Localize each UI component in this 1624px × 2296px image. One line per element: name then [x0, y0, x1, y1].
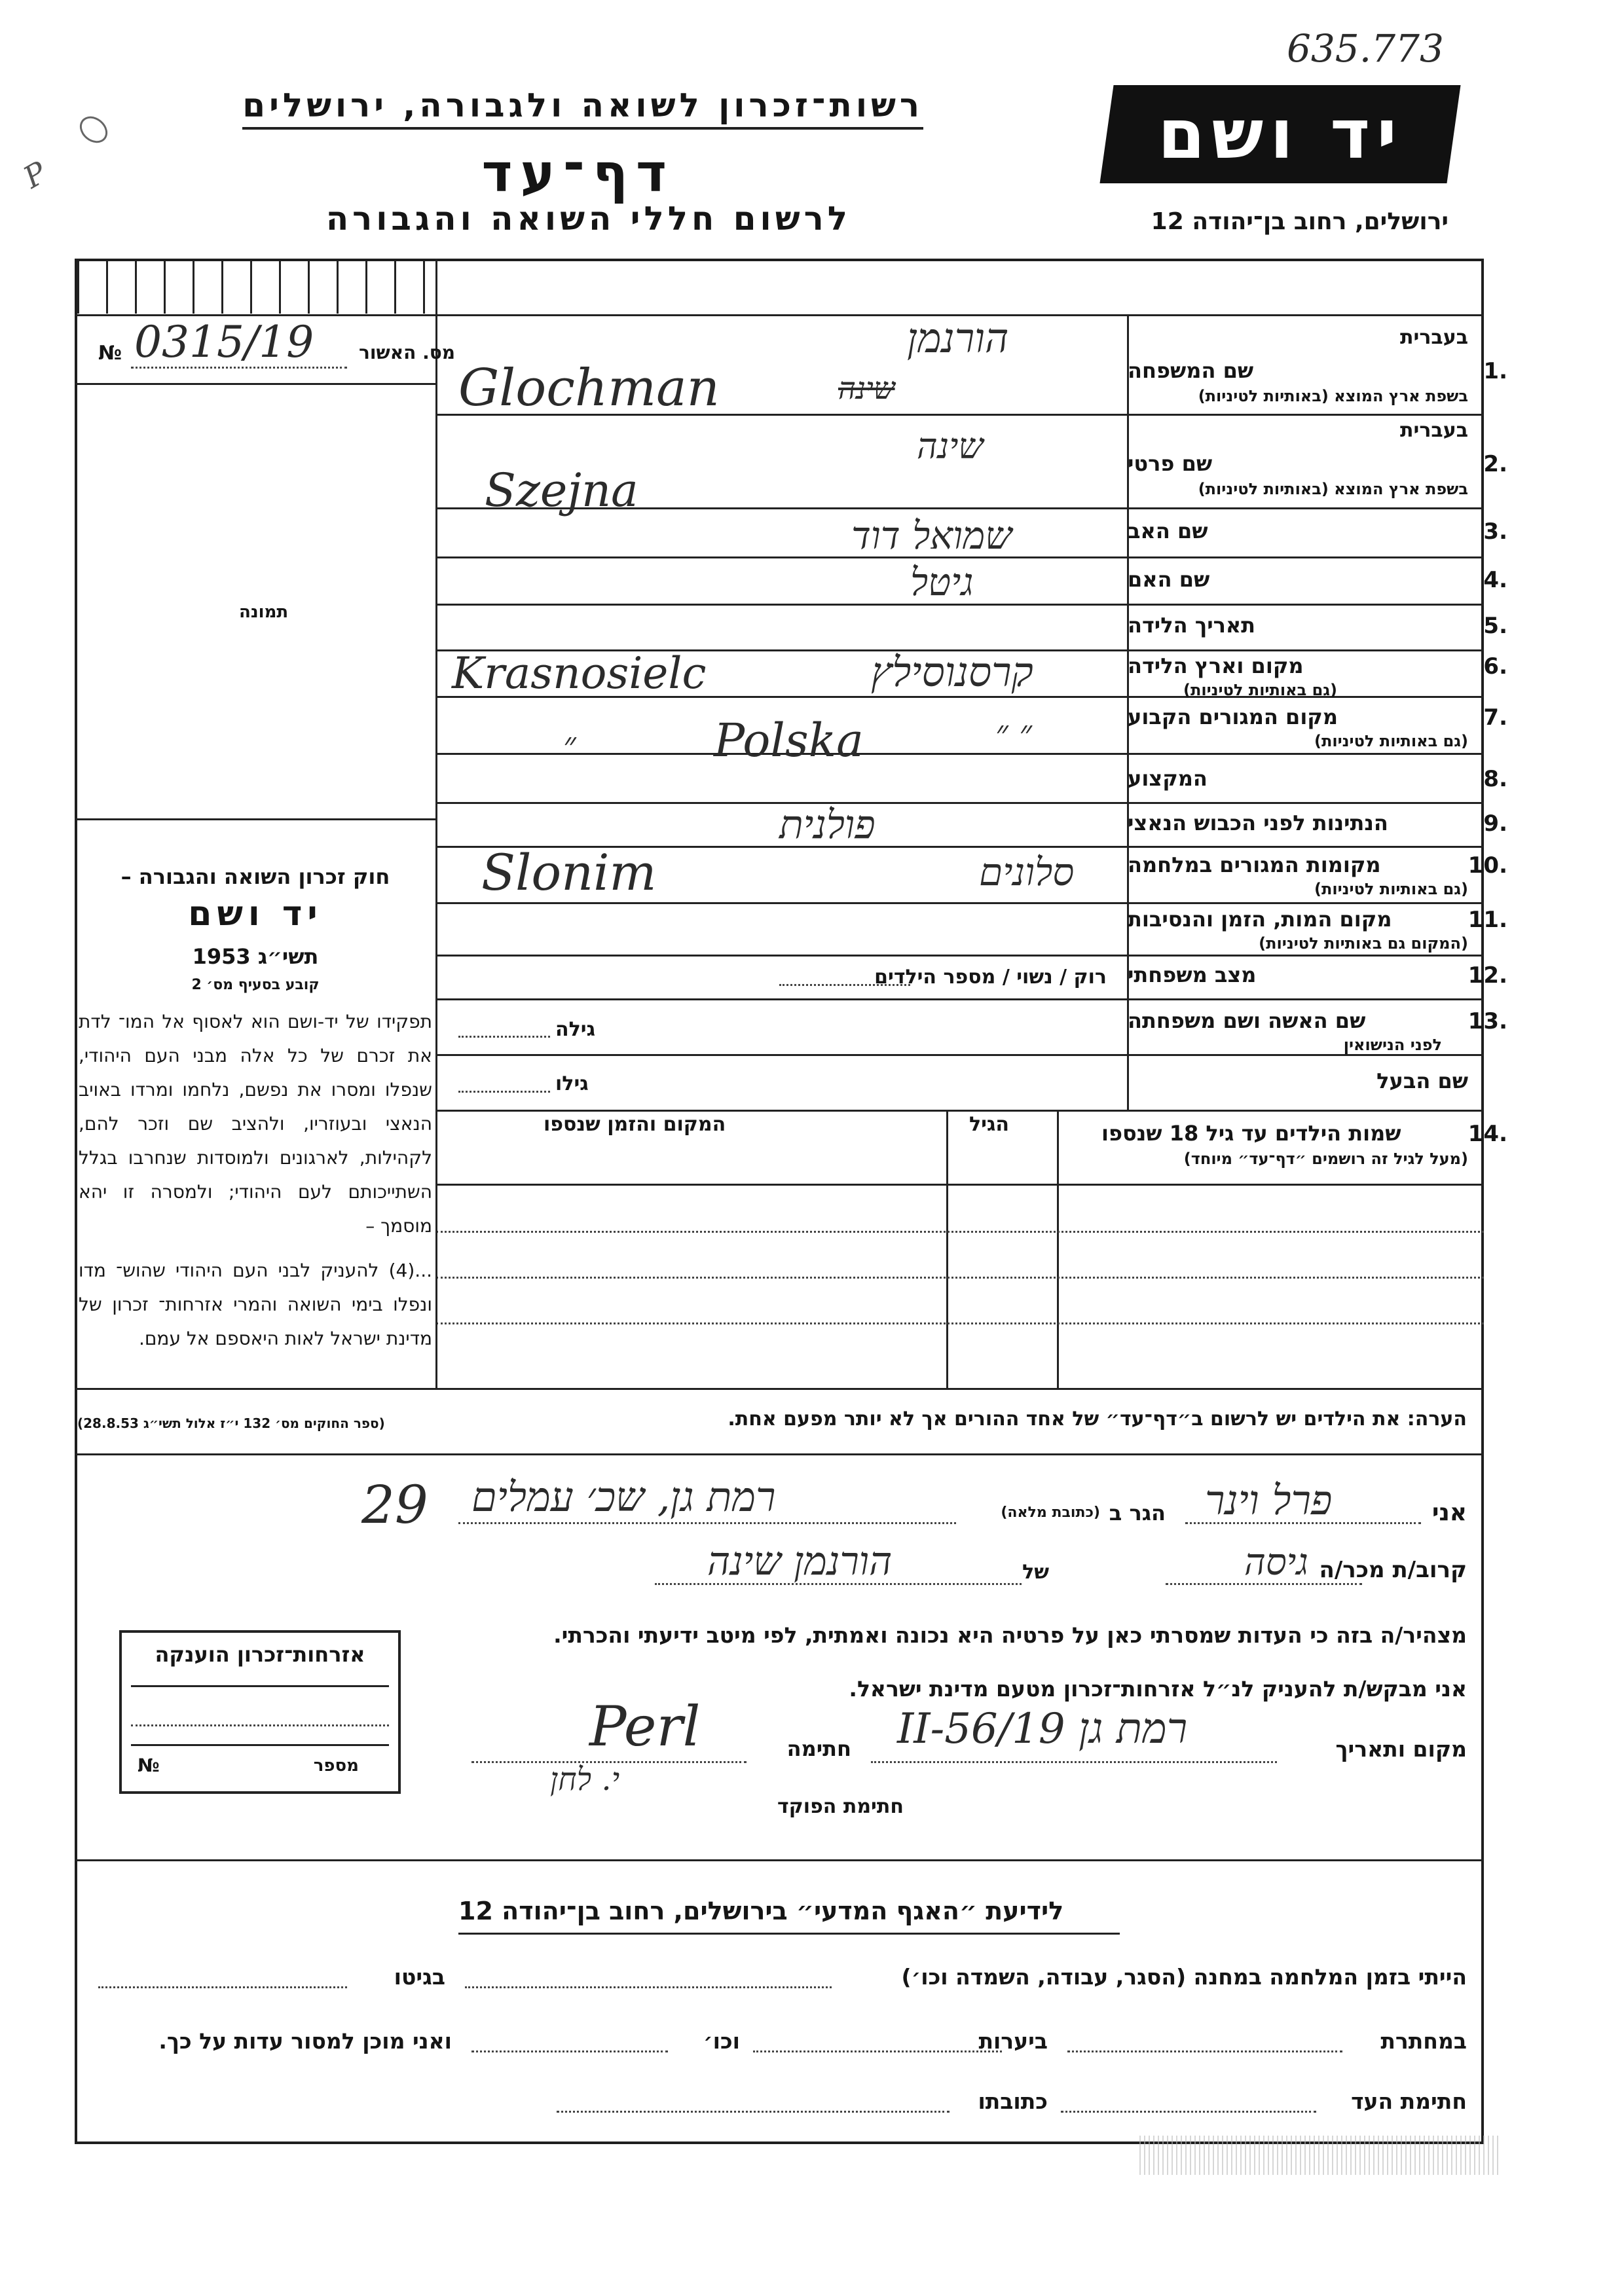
- top-band-line: [75, 314, 1484, 316]
- pen-mark-icon: [75, 111, 113, 148]
- footer-line1-b: בגיטו: [394, 1964, 445, 1990]
- footer-line1-dots-2: [98, 1986, 347, 1988]
- field-6-label-block: [1128, 653, 1507, 699]
- approval-no-mark: №: [98, 342, 122, 365]
- children-header-line: [436, 1184, 1484, 1186]
- field-7-label: מקום המגורים הקבוע: [1128, 704, 1338, 729]
- memorial-box-number-label: מספר: [313, 1756, 359, 1776]
- field-5-label-block: [1128, 613, 1507, 639]
- field-3-num: 3.: [1483, 519, 1507, 545]
- field-8-label-block: [1128, 766, 1507, 792]
- footer-title: לידיעת ״האגף המדעי״ בירושלים, רחוב בן־יהודה 12: [458, 1897, 1064, 1925]
- field-13-age-f-dots: [458, 1036, 550, 1038]
- children-row-3: [436, 1322, 1484, 1324]
- field-3-label-block: [1128, 519, 1507, 545]
- witness-house-no: 29: [361, 1474, 428, 1535]
- field-12-label: מצב משפחתי: [1128, 962, 1257, 987]
- field-12-label-block: [1128, 962, 1507, 989]
- form-title: דף־עד: [481, 143, 674, 204]
- memorial-box: [119, 1630, 401, 1794]
- children-col-place: המקום והזמן שנספו: [544, 1113, 726, 1136]
- field-9-label-block: [1128, 811, 1507, 837]
- footer-line3-dots-2: [557, 2111, 950, 2113]
- witness-i-label: אני: [1431, 1499, 1467, 1526]
- witness-resides-label: הגר ב: [1109, 1501, 1166, 1525]
- field-7-value-he: ״ ״: [995, 714, 1033, 753]
- row-line-14: [436, 1110, 1484, 1112]
- field-4-value: גיטל: [910, 560, 974, 604]
- field-13-label: שם האשה ושם משפחתה: [1128, 1008, 1366, 1033]
- law-citation: (ספר החוקים מס׳ 132 י״ז אלול תשי״ג 28.8.53): [77, 1415, 385, 1431]
- authority-name: רשות־זכרון לשואה ולגבורה, ירושלים: [242, 86, 923, 130]
- photo-bottom-line: [75, 818, 436, 820]
- children-col-divider-1: [1057, 1110, 1059, 1388]
- field-13-num: 13.: [1467, 1008, 1507, 1034]
- field-11-label: מקום המות, הזמן והנסיבות: [1128, 907, 1392, 932]
- children-note: הערה: את הילדים יש לרשום ב״דף־עד״ של אחד ההורים אך לא יותר מפעם אחת.: [728, 1408, 1467, 1430]
- witness-address: רמת גן, שכ׳ עמלים: [471, 1473, 776, 1521]
- footer-line2-dots-2: [753, 2050, 1002, 2052]
- field-10-sub: (גם באותיות לטיניות): [1314, 880, 1468, 898]
- law-year: תשי״ג 1953: [192, 944, 319, 969]
- row-line-7: [436, 753, 1484, 755]
- field-1-sub: בשפת ארץ המוצא (באותיות לטיניות): [1198, 387, 1468, 405]
- footer-line2-b: ביערות: [978, 2028, 1048, 2054]
- footer-line2-d: ואני מוכן למסור עדות על כך.: [158, 2028, 452, 2054]
- row-line-8: [436, 802, 1484, 804]
- declaration-text: מצהיר/ה בזה כי העדות שמסרתי כאן על פרטיה היא נכונה ואמתית, לפי מיטב ידיעתי והכרתי.: [553, 1622, 1467, 1648]
- field-7-label-block: [1128, 704, 1507, 750]
- field-7-ditto: ״: [563, 725, 576, 765]
- footer-top-line: [75, 1859, 1484, 1861]
- field-12-num: 12.: [1467, 962, 1507, 989]
- hebrew-label-2: בעברית: [1400, 419, 1468, 442]
- children-col-divider-2: [946, 1110, 948, 1388]
- row-line-10: [436, 902, 1484, 904]
- law-name: יד ושם: [188, 894, 323, 934]
- field-10-value-latin: Slonim: [481, 843, 657, 902]
- archive-code: 635.773: [1287, 26, 1444, 71]
- law-section: קובע בסעיף מס׳ 2: [191, 977, 320, 993]
- field-13-age-m-dots: [458, 1091, 550, 1093]
- field-8-label: המקצוע: [1128, 766, 1208, 791]
- law-title: חוק זכרון השואה והגבורה –: [120, 864, 390, 889]
- field-6-value-latin: Krasnosielc: [452, 648, 707, 699]
- law-block: [79, 864, 432, 1356]
- children-col-age: הגיל: [969, 1113, 1009, 1136]
- field-4-label: שם האם: [1128, 567, 1210, 592]
- signature-label: חתימה: [786, 1736, 851, 1761]
- top-band-ticks: [77, 261, 435, 314]
- row-line-12: [436, 998, 1484, 1000]
- officer-signature: י. לחן: [550, 1761, 620, 1798]
- field-10-num: 10.: [1467, 852, 1507, 879]
- field-10-label: מקומות המגורים במלחמה: [1128, 852, 1381, 877]
- yad-vashem-logo: [1099, 85, 1460, 183]
- officer-label: חתימת הפוקד: [777, 1795, 904, 1818]
- archive-side-mark: P: [17, 154, 53, 196]
- children-row-2: [436, 1277, 1484, 1279]
- field-13-age-f: גילה: [555, 1018, 595, 1041]
- sidebar-divider-lower: [435, 1110, 437, 1388]
- footer-line2-dots-1: [1067, 2050, 1342, 2052]
- children-bottom-line: [75, 1388, 1484, 1390]
- memorial-box-dots: [131, 1724, 389, 1726]
- witness-resides-sub: (כתובת מלאה): [1001, 1504, 1100, 1521]
- field-14-label: שמות הילדים עד גיל 18 שנספו: [1101, 1121, 1401, 1146]
- approval-number: 0315/19: [134, 317, 314, 367]
- field-9-label: הנתינות לפני הכבוש הנאצי: [1128, 811, 1388, 835]
- relative-value: גיסה: [1244, 1541, 1308, 1584]
- field-13-age-m: גילו: [555, 1072, 589, 1095]
- relative-of-label: של: [1022, 1561, 1049, 1584]
- place-date-value: רמת גן 19/II-56: [897, 1705, 1188, 1753]
- place-date-dots: [871, 1761, 1277, 1763]
- footer-line1-a: הייתי בזמן המלחמה במחנה (הסגר, עבודה, השמדה וכו׳): [901, 1964, 1467, 1990]
- witness-address-dots: [458, 1522, 956, 1524]
- footer-line3-dots-1: [1061, 2111, 1316, 2113]
- field-6-value-he: קרסנוסילץ: [871, 648, 1033, 696]
- field-1-num: 1.: [1483, 358, 1507, 384]
- memorial-box-title: אזרחות־זכרון הוענקה: [155, 1642, 365, 1667]
- row-line-11: [436, 955, 1484, 957]
- relative-of-dots: [655, 1583, 1022, 1585]
- place-date-label: מקום ותאריך: [1335, 1736, 1467, 1762]
- field-2-sub: בשפת ארץ המוצא (באותיות לטיניות): [1198, 480, 1468, 498]
- field-6-sub: (גם באותיות לטיניות): [1183, 681, 1337, 699]
- field-1-label-block: [1128, 326, 1507, 405]
- field-4-num: 4.: [1483, 567, 1507, 593]
- hebrew-label-1: בעברית: [1400, 326, 1468, 349]
- footer-title-underline: [458, 1933, 1120, 1935]
- law-paragraph-2: ...(4) להעניק לבני העם היהודי שהוש־ מדו ונפלו בימי השואה והמרי אזרחות־ זכרון של מדינת ישראל לאות היאספם אל עמם.: [79, 1260, 432, 1349]
- field-13-husband: שם הבעל: [1376, 1068, 1468, 1093]
- field-2-num: 2.: [1483, 451, 1507, 477]
- request-text: אני מבקש/ת להעניק לנ״ל אזרחות־זכרון מטעם מדינת ישראל.: [849, 1676, 1467, 1702]
- note-bottom-line: [75, 1453, 1484, 1455]
- footer-line3-a: חתימת העד: [1351, 2088, 1467, 2114]
- footer-line2-c: וכו׳: [703, 2028, 740, 2054]
- field-10-label-block: [1128, 852, 1507, 898]
- approval-underline: [75, 383, 436, 385]
- field-7-value-latin: Polska: [714, 714, 864, 767]
- field-1-label: שם המשפחה: [1128, 358, 1254, 383]
- logo-text: יד ושם: [1157, 94, 1403, 174]
- field-10-value-he: סלונים: [979, 850, 1075, 894]
- footer-line3-b: כתובתו: [978, 2088, 1048, 2114]
- relative-of-value: הורנמן שינה: [707, 1539, 893, 1584]
- field-9-num: 9.: [1483, 811, 1507, 837]
- field-5-label: תאריך הלידה: [1128, 613, 1256, 638]
- field-14-label-block: [1101, 1121, 1507, 1168]
- field-14-sub: (מעל לגיל זה רושמים ״דף־עד״ מיוחד): [1183, 1150, 1468, 1168]
- law-paragraph-1: תפקידו של יד-ושם הוא לאסוף אל המו־ לדת את זכרם של כל אלה מבני העם היהודי, שנפלו ומסרו את נפשם, נלחמו ומרדו באויב הנאצי ובעוזריו, ולהציב שם וזכר להם, לקהילות, לארגונים ולמוסדות שנחרבו בגלל השתייכותם לעם היהודי; ולמסרה זו יהא מוסמך –: [79, 1011, 432, 1237]
- field-7-sub: (גם באותיות לטיניות): [1314, 732, 1468, 750]
- row-line-13: [436, 1054, 1484, 1056]
- field-13-sub: לפני הנישואין: [1343, 1036, 1442, 1054]
- field-5-num: 5.: [1483, 613, 1507, 639]
- field-11-num: 11.: [1467, 907, 1507, 933]
- field-2-value-he: שינה: [917, 426, 984, 467]
- relative-dots: [1166, 1583, 1362, 1585]
- field-2-label: שם פרטי: [1128, 451, 1213, 476]
- relative-label: קרוב/ת מכר/ה: [1319, 1557, 1467, 1583]
- witness-name: פרל וינר: [1205, 1476, 1333, 1524]
- field-14-num: 14.: [1467, 1121, 1507, 1147]
- field-3-value: שמואל דוד: [851, 513, 1012, 558]
- header-address: ירושלים, רחוב בן־יהודה 12: [1151, 208, 1449, 235]
- sidebar-divider: [435, 259, 437, 1110]
- field-6-num: 6.: [1483, 653, 1507, 680]
- field-1-value-latin: Glochman: [458, 359, 720, 418]
- memorial-box-no-mark: №: [138, 1755, 160, 1776]
- field-11-label-block: [1128, 907, 1507, 953]
- field-12-options: רוק / נשוי / מספר הילדים: [874, 966, 1107, 989]
- field-1-struck: שינה: [838, 371, 895, 406]
- field-8-num: 8.: [1483, 766, 1507, 792]
- field-2-label-block: [1128, 419, 1507, 498]
- photo-label: תמונה: [239, 602, 289, 622]
- field-4-label-block: [1128, 567, 1507, 593]
- field-13-label-block: [1128, 1008, 1507, 1054]
- children-row-1: [436, 1231, 1484, 1233]
- scan-noise: [1139, 2136, 1500, 2175]
- approval-label: מס. האשור: [359, 342, 455, 363]
- field-3-label: שם האב: [1128, 519, 1208, 543]
- field-7-num: 7.: [1483, 704, 1507, 731]
- field-9-value: פולנית: [779, 802, 876, 848]
- field-11-sub: (המקום גם באותיות לטיניות): [1259, 934, 1468, 953]
- witness-name-dots: [1185, 1522, 1421, 1524]
- footer-line2-dots-3: [471, 2050, 668, 2052]
- field-6-label: מקום וארץ הלידה: [1128, 653, 1304, 678]
- footer-line1-dots-1: [465, 1986, 832, 1988]
- field-1-value-he: הורנמן: [907, 314, 1009, 362]
- approval-dots: [131, 367, 347, 369]
- field-12-dots: [779, 984, 910, 986]
- witness-signature: Perl: [589, 1694, 701, 1758]
- form-subtitle: לרשום חללי השואה והגבורה: [325, 200, 851, 238]
- field-2-value-latin: Szejna: [485, 464, 638, 517]
- footer-line2-a: במחתרת: [1380, 2028, 1467, 2054]
